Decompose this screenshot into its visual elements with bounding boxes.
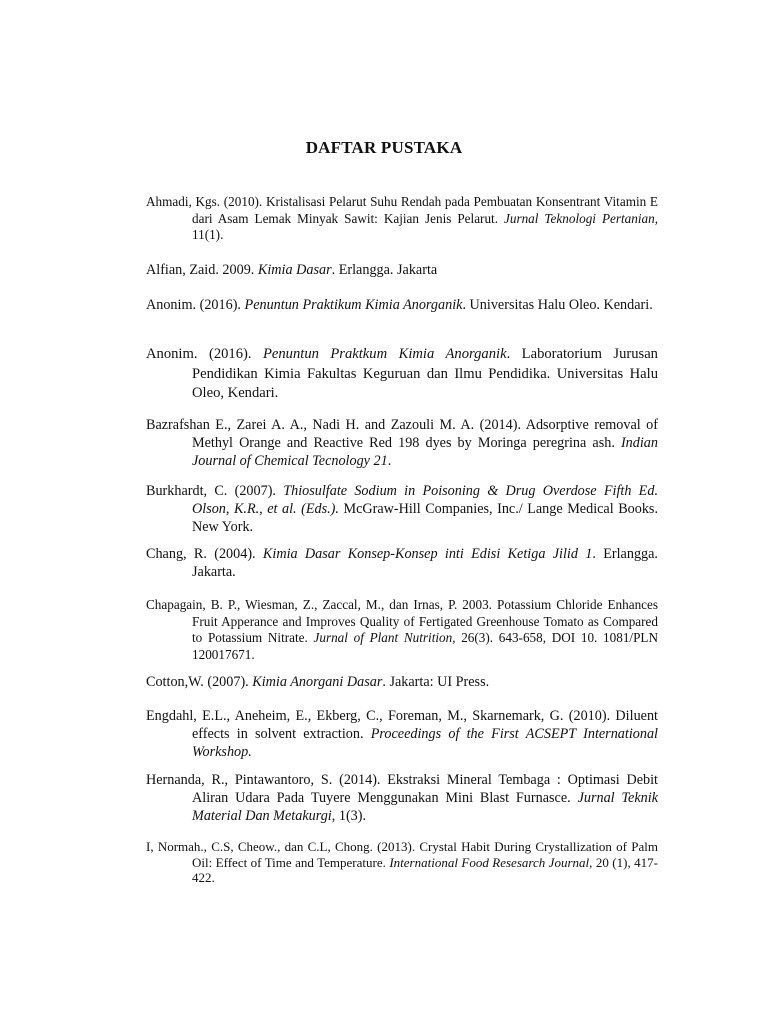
reference-hernanda: [146, 771, 658, 825]
reference-tail: , 1(3).: [331, 808, 367, 824]
reference-alfian: [146, 261, 658, 279]
reference-anonim-2: [146, 345, 658, 404]
page-title: DAFTAR PUSTAKA: [305, 138, 463, 157]
reference-text: Engdahl, E.L., Aneheim, E., Ekberg, C., Foreman, M., Skarnemark, G. (2010). Diluent effects in solvent extraction.: [146, 708, 658, 742]
reference-text: Ahmadi, Kgs. (2010). Kristalisasi Pelarut Suhu Rendah pada Pembuatan Konsentrant Vitamin E dari Asam Lemak Minyak Sawit: Kajian Jenis Pelarut.: [146, 194, 658, 226]
reference-engdahl: [146, 707, 658, 761]
reference-text: Anonim. (2016).: [146, 346, 263, 362]
reference-anonim-1: [146, 296, 658, 314]
reference-source: International Food Resesarch Journal: [389, 854, 590, 870]
reference-source: Kimia Dasar Konsep-Konsep inti Edisi Ketiga Jilid 1: [262, 546, 593, 562]
reference-tail: , 20 (1), 417-422.: [192, 854, 658, 885]
reference-text: Chang, R. (2004).: [146, 546, 263, 562]
reference-tail: . Erlangga. Jakarta: [331, 262, 438, 278]
reference-source: Kimia Anorgani Dasar: [252, 674, 383, 690]
reference-tail: McGraw-Hill Companies, Inc./ Lange Medical Books. New York.: [192, 501, 659, 535]
reference-tail: . Erlangga. Jakarta.: [192, 546, 658, 580]
reference-normah: [146, 839, 658, 886]
reference-source: Indian Journal of Chemical Tecnology 21: [192, 435, 658, 469]
reference-chang: [146, 545, 658, 581]
reference-source: Penuntun Praktikum Kimia Anorganik: [244, 297, 463, 313]
reference-source: Jurnal Teknik Material Dan Metakurgi: [192, 790, 658, 824]
reference-ahmadi: [146, 194, 658, 244]
reference-tail: . Laboratorium Jurusan Pendidikan Kimia Fakultas Keguruan dan Ilmu Pendidika. Universitas Halu Oleo, Kendari.: [192, 346, 658, 401]
reference-source: Jurnal of Plant Nutrition: [313, 630, 453, 645]
reference-bazrafshan: [146, 416, 658, 470]
reference-tail: .: [387, 453, 392, 469]
reference-source: Thiosulfate Sodium in Poisoning & Drug Overdose Fifth Ed. Olson, K.R., et al. (Eds.).: [192, 483, 658, 517]
reference-text: Cotton,W. (2007).: [146, 674, 253, 690]
reference-cotton: [146, 673, 658, 691]
reference-text: Alfian, Zaid. 2009.: [146, 262, 258, 278]
reference-text: Anonim. (2016).: [146, 297, 245, 313]
reference-text: I, Normah., C.S, Cheow., dan C.L, Chong. (2013). Crystal Habit During Crystallization of Palm Oil: Effect of Time and Temperature.: [146, 839, 658, 870]
reference-source: Proceedings of the First ACSEPT International Workshop.: [192, 726, 659, 760]
reference-tail: . Jakarta: UI Press.: [382, 674, 490, 690]
reference-source: Kimia Dasar: [257, 262, 332, 278]
reference-source: Jurnal Teknologi Pertanian,: [504, 210, 658, 226]
reference-tail: 11(1).: [192, 227, 224, 242]
reference-text: Hernanda, R., Pintawantoro, S. (2014). Ekstraksi Mineral Tembaga : Optimasi Debit Aliran Udara Pada Tuyere Menggunakan Mini Blast Furnasce.: [146, 772, 658, 806]
reference-source: Penuntun Praktkum Kimia Anorganik: [262, 346, 507, 362]
reference-text: Chapagain, B. P., Wiesman, Z., Zaccal, M., dan Irnas, P. 2003. Potassium Chloride Enhances Fruit Apperance and Improves Quality of Fertigated Greenhouse Tomato as Compared to Potassium Nitrate.: [146, 597, 658, 645]
reference-text: Bazrafshan E., Zarei A. A., Nadi H. and Zazouli M. A. (2014). Adsorptive removal of Methyl Orange and Reactive Red 198 dyes by Moringa peregrina ash.: [146, 417, 658, 451]
reference-text: Burkhardt, C. (2007).: [146, 483, 284, 499]
reference-tail: . Universitas Halu Oleo. Kendari.: [462, 297, 653, 313]
reference-chapagain: [146, 597, 658, 663]
reference-tail: , 26(3). 643-658, DOI 10. 1081/PLN 120017671.: [192, 630, 658, 662]
reference-burkhardt: [146, 482, 658, 536]
